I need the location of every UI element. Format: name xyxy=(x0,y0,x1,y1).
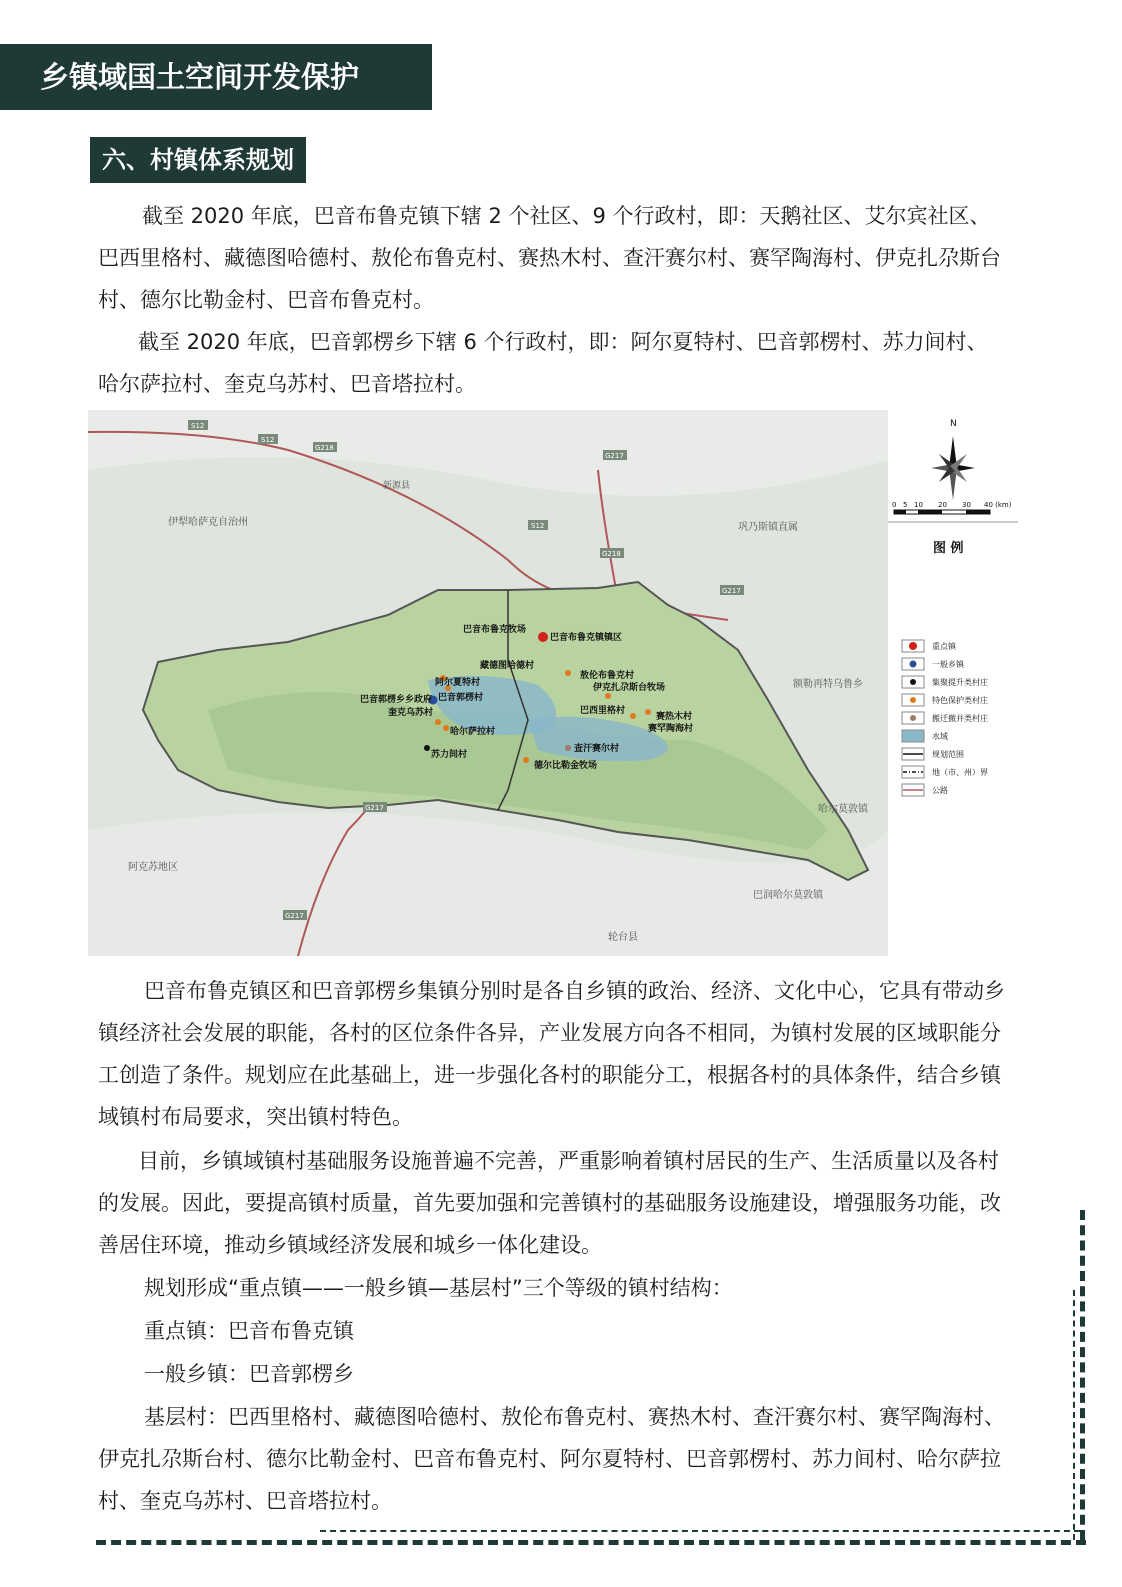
village-marker xyxy=(645,709,651,715)
map-road-label-1: S12 xyxy=(261,436,275,444)
map-region-label-2: 额勒再特乌鲁乡 xyxy=(793,679,863,690)
legend-item-2: 集聚提升类村庄 xyxy=(932,678,988,687)
map-place-label-9: 巴西里格村 xyxy=(580,706,626,716)
decorative-dashed-border-bottom xyxy=(96,1540,1086,1545)
legend-item-3: 特色保护类村庄 xyxy=(932,696,988,705)
legend-item-8: 公路 xyxy=(932,786,948,795)
map-road-label-7: G217 xyxy=(365,804,384,812)
village-marker xyxy=(565,670,571,676)
map-road-label-2: G218 xyxy=(315,444,334,452)
page-header-title: 乡镇域国土空间开发保护 xyxy=(40,60,360,94)
decorative-dashed-border-inner-bottom xyxy=(320,1530,1080,1532)
map-place-label-5: 伊克扎尕斯台牧场 xyxy=(593,683,666,693)
map-place-label-8: 奎克乌苏村 xyxy=(388,708,434,718)
page-header xyxy=(0,44,432,110)
map-road-label-3: G217 xyxy=(605,452,624,460)
map-place-label-14: 查汗赛尔村 xyxy=(574,744,620,754)
scale-label-4: 30 xyxy=(962,501,971,509)
map-region-label-4: 阿克苏地区 xyxy=(128,862,178,873)
scale-label-2: 10 xyxy=(914,501,923,509)
scale-label-5: 40 (km) xyxy=(984,501,1012,509)
body-paragraph-2: 目前，乡镇域镇村基础服务设施普遍不完善，严重影响着镇村居民的生产、生活质量以及各村的发展。因此，要提高镇村质量，首先要加强和完善镇村的基础服务设施建设，增强服务功能，改善居住环境，推动乡镇域经济发展和城乡一体化建设。 xyxy=(98,1149,1001,1257)
body-paragraph-6: 基层村：巴西里格村、藏德图哈德村、敖伦布鲁克村、赛热木村、查汗赛尔村、赛罕陶海村、伊克扎尕斯台村、德尔比勒金村、巴音布鲁克村、阿尔夏特村、巴音郭楞村、苏力间村、哈尔萨拉村、奎克乌苏村、巴音塔拉村。 xyxy=(98,1405,1005,1513)
village-marker xyxy=(435,719,441,725)
legend-item-6: 规划范围 xyxy=(932,750,964,759)
relocate-village-marker xyxy=(565,745,571,751)
village-marker xyxy=(443,725,449,731)
village-marker xyxy=(605,693,611,699)
map-road-label-8: G217 xyxy=(285,912,304,920)
map-place-label-13: 哈尔萨拉村 xyxy=(450,727,496,737)
map-place-label-7: 巴音郭楞村 xyxy=(438,693,484,703)
map-region-label-0: 伊犁哈萨克自治州 xyxy=(168,517,248,528)
map-road-label-4: S12 xyxy=(531,522,545,530)
legend-item-4: 搬迁撤并类村庄 xyxy=(932,714,988,723)
map-place-label-2: 藏德图哈德村 xyxy=(480,661,535,671)
north-label: N xyxy=(950,419,957,429)
map-place-label-1: 巴音布鲁克镇镇区 xyxy=(550,633,623,643)
cluster-village-marker xyxy=(424,745,430,751)
legend-title: 图 例 xyxy=(933,541,964,556)
map-place-label-0: 巴音布鲁克牧场 xyxy=(463,625,527,635)
map-region-label-5: 巴润哈尔莫敦镇 xyxy=(753,890,823,901)
village-marker xyxy=(523,757,529,763)
map-place-label-11: 赛罕陶海村 xyxy=(648,724,694,734)
intro-paragraph-2: 截至 2020 年底，巴音郭楞乡下辖 6 个行政村，即：阿尔夏特村、巴音郭楞村、苏力间村、哈尔萨拉村、奎克乌苏村、巴音塔拉村。 xyxy=(98,330,988,396)
key-town-marker xyxy=(538,632,548,642)
scale-label-0: 0 xyxy=(892,501,897,509)
village-system-map xyxy=(88,410,888,956)
decorative-dashed-border-inner-right xyxy=(1073,1290,1075,1540)
legend-item-5: 水域 xyxy=(932,732,948,741)
scale-label-1: 5 xyxy=(903,501,908,509)
map-region-label-3: 哈尔莫敦镇 xyxy=(818,804,868,815)
scale-label-3: 20 xyxy=(938,501,947,509)
map-place-label-4: 敖伦布鲁克村 xyxy=(580,671,635,681)
legend-item-1: 一般乡镇 xyxy=(932,660,964,669)
map-region-label-1: 巩乃斯镇直属 xyxy=(738,522,798,533)
map-road-label-0: S12 xyxy=(191,422,205,430)
body-paragraph-1: 巴音布鲁克镇区和巴音郭楞乡集镇分别时是各自乡镇的政治、经济、文化中心，它具有带动乡镇经济社会发展的职能，各村的区位条件各异，产业发展方向各不相同，为镇村发展的区域职能分工创造了条件。规划应在此基础上，进一步强化各村的职能分工，根据各村的具体条件，结合乡镇域镇村布局要求，突出镇村特色。 xyxy=(98,979,1005,1129)
legend-item-0: 重点镇 xyxy=(932,642,956,651)
map-place-label-10: 赛热木村 xyxy=(656,712,693,722)
section-title: 六、村镇体系规划 xyxy=(90,137,306,183)
body-paragraph-3: 规划形成“重点镇——一般乡镇—基层村”三个等级的镇村结构： xyxy=(144,1276,733,1300)
map-road-label-6: G217 xyxy=(722,587,741,595)
map-road-label-5: G218 xyxy=(602,550,621,558)
map-region-label-6: 轮台县 xyxy=(608,932,638,943)
map-place-label-6: 巴音郭楞乡乡政府 xyxy=(360,695,433,705)
map-place-label-3: 阿尔夏特村 xyxy=(435,678,481,688)
body-paragraph-5: 一般乡镇：巴音郭楞乡 xyxy=(144,1362,354,1386)
decorative-dashed-border-right xyxy=(1080,1210,1085,1540)
village-marker xyxy=(630,713,636,719)
map-legend-panel xyxy=(888,410,1018,956)
map-place-label-15: 德尔比勒金牧场 xyxy=(534,761,598,771)
map-place-label-12: 苏力间村 xyxy=(431,750,468,760)
legend-item-7: 地（市、州）界 xyxy=(932,768,988,777)
intro-paragraph-1: 截至 2020 年底，巴音布鲁克镇下辖 2 个社区、9 个行政村，即：天鹅社区、艾尔宾社区、巴西里格村、藏德图哈德村、敖伦布鲁克村、赛热木村、查汗赛尔村、赛罕陶海村、伊克扎尕斯台村、德尔比勒金村、巴音布鲁克村。 xyxy=(98,204,1001,312)
map-region-label-7: 新源县 xyxy=(383,481,411,491)
body-paragraph-4: 重点镇：巴音布鲁克镇 xyxy=(144,1319,354,1343)
